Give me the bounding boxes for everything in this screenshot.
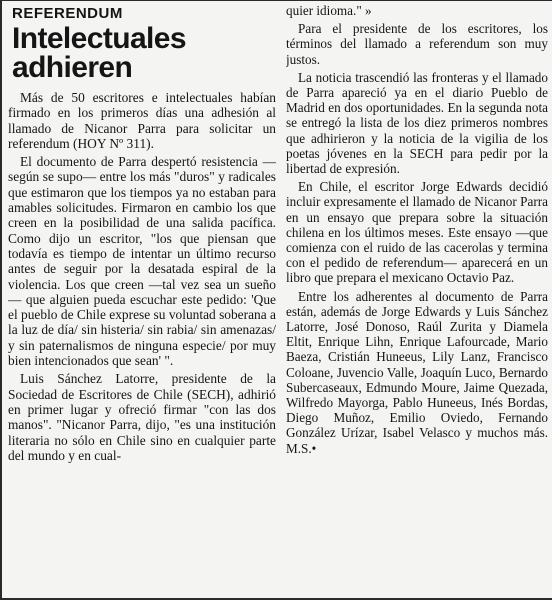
left-column [8,5,276,597]
paragraph: En Chile, el escritor Jorge Edwards decidió incluir expresamente el llamado de Nicanor Parra en un ensayo que prepara sobre la situación chilena en los últimos meses. Este ensayo —que comienza con el ruido de las cacerolas y termina con el pedido de referendum— aparecerá en un libro que prepara el mexicano Octavio Paz. [286,179,548,286]
headline-line-1: Intelectuales [12,22,186,55]
paragraph: Para el presidente de los escritores, los términos del llamado a referendum son muy justos. [286,21,548,67]
right-column [286,3,548,597]
paragraph: Más de 50 escritores e intelectuales habían firmado en los primeros días una adhesión al llamado de Nicanor Parra para solicitar un referendum (HOY Nº 311). [8,90,276,151]
paragraph: La noticia trascendió las fronteras y el llamado de Parra apareció ya en el diario Pueblo de Madrid en dos oportunidades. En la segunda nota se entregó la lista de los diez primeros nombres que adhirieron y la noticia de la vigilia de los poetas jóvenes en la SECH para pedir por la libertad de expresión. [286,69,548,177]
paragraph: quier idioma." » [286,3,372,18]
paragraph: Entre los adherentes al documento de Parra están, además de Jorge Edwards y Luis Sánchez Latorre, José Donoso, Raúl Zurita y Diamela Eltit, Enrique Lihn, Enrique Lafourcade, Mario Baeza, Cristián Huneeus, Lily Lanz, Francisco Coloane, Juvencio Valle, Joaquín Luco, Bernardo Subercaseaux, Edmundo Moure, Jaime Quezada, Wilfredo Mayorga, Pablo Huneeus, Inés Bordas, Diego Muñoz, Emilio Oviedo, Fernando González Urízar, Isabel Velasco y muchos más. M.S.• [286,288,548,456]
headline [12,24,276,82]
headline-line-2: adhieren [12,51,133,84]
paragraph: Luis Sánchez Latorre, presidente de la Sociedad de Escritores de Chile (SECH), adhirió en primer lugar y ofreció firmar "con las dos manos". "Nicanor Parra, dijo, "es una institución literaria no sólo en Chile sino en cualquier parte del mundo y en cual- [8,371,276,463]
section-kicker: REFERENDUM [12,5,123,22]
paragraph: El documento de Parra despertó resistencia —según se supo— entre los más "duros" y radicales que estimaron que los tiempos ya no estaban para amables solicitudes. Firmaron en cambio los que creen en la posibilidad de una salida pacífica. Como dijo un escritor, "los que piensan que todavía es tiempo de intentar un último recurso antes de seguir por la desatada espiral de la violencia. Los que creen —tal vez sea un sueño— que alguien pueda escuchar este pedido: 'Que el pueblo de Chile exprese su voluntad soberana a la luz de día/ sin histeria/ sin rabia/ sin amenazas/ y sin paternalismos de ninguna especie/ por muy bien intencionados que sean' ". [8,154,276,369]
